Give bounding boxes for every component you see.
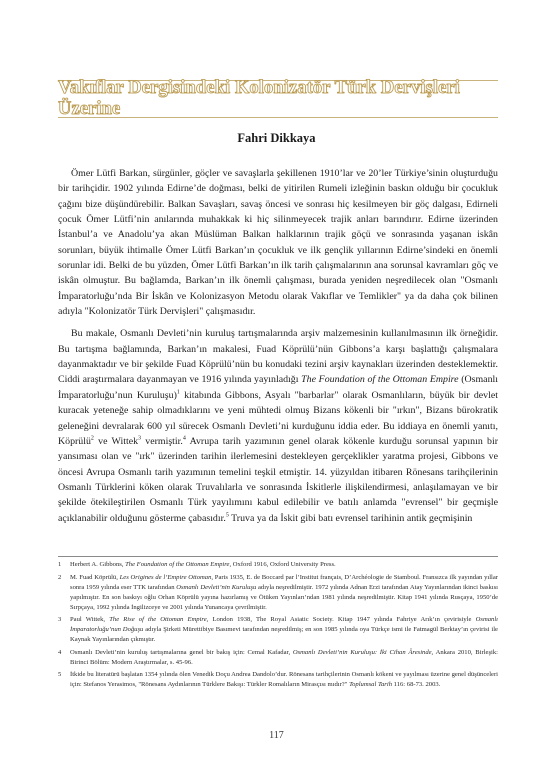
text-segment: vermiştir. [141,435,183,447]
text-segment: İtkide bu literatürü başlatan 1354 yılında ölen Venedik Doçu Andrea Dandolo’dur. Rönesans tarihçilerinin Osmanlı kökeni ve yayılması üzerine genel düşünceleri için: Stefanos Yerasimos, "Rönesans Aydınlarının Türklere Bakışı: Türkler Romalıların Mirasçısı mıdır?" [70,671,498,689]
title-band [58,80,498,118]
footnote [58,573,498,613]
text-segment: M. Fuad Köprülü, [70,573,120,581]
text-segment: Osmanlı Devleti’nin kuruluş tartışmalarına genel bir bakış için: Cemal Kafadar, [70,648,293,656]
text-segment: , Paris 1935, E. de Boccard par l’Institut français, D’Archéologie de Stamboul. Fransızca ilk yayından yıllar sonra 1959 yılında eser TTK tarafından [70,573,498,591]
paragraph [58,166,498,319]
article-body [58,166,498,532]
italic-text: The Rise of the Ottoman Empire [109,616,207,624]
footnote [58,648,498,668]
text-segment: adıyla Şirketi Mürettibiye Basımevi tarafından neşredilmiş; en son 1985 yılında oya Türkçe ismi ile Fatmagül Berktay’ın çevirisi ile Kaynak Yayınlarından çıkmıştır. [70,626,498,644]
text-segment: , Oxford 1916, Oxford University Press. [229,561,336,568]
text-segment: 116: 68-73. 2003. [392,681,441,689]
footnote-reference: 3 [138,435,142,442]
text-segment: Bu makale, Osmanlı Devleti’nin kuruluş tartışmalarında arşiv malzemesinin kullanılmasının ilk örneğidir. Bu tartışma bağlamında, Barkan’ın makalesi, Fuad Köprülü’nün Gibbons’a karşı başlattığı çalışmalara dayanmaktadır ve bir şekilde Fuad Köprülü’nün bu konudaki tezini arşiv kaynakları üzerinden desteklemektir. Ciddi araştırmalara dayanmayan ve 1916 yılında yayınladığı [58,328,498,386]
footnote-reference: 1 [176,389,180,396]
footnote-divider [58,556,498,557]
article-title: Vakıflar Dergisindeki Kolonizatör Türk Dervişleri Üzerine [58,78,460,119]
text-segment: , London 1938, The Royal Asiatic Society. Kitap 1947 yılında Fahriye Arık’ın çevirisiyle [206,616,476,624]
author-name: Fahri Dikkaya [237,131,316,145]
footnote-reference: 5 [225,512,229,519]
italic-text: Les Origines de l’Empire Ottoman [119,573,212,581]
text-segment: Paul Wittek, [70,616,110,624]
text-segment: Truva ya da İskit gibi batı evrensel tarihinin antik geçmişinin [228,512,473,524]
footnote-reference: 2 [90,435,94,442]
text-segment: ve Wittek [93,435,139,447]
footnote-number: 1 [58,561,62,568]
page-number: 117 [269,730,284,741]
footnote-number: 2 [58,573,62,581]
text-segment: Herbert A. Gibbons, [70,561,126,568]
paragraph [58,326,498,525]
footnote [58,560,498,570]
footnote-number: 3 [58,616,62,624]
text-segment: adıyla neşredilmiştir. 1972 yılında Adnan Erzi tarafından Atay Yayınlarından ikinci baskısı yapılmıştır. En son baskıyı oğlu Orhan Köprülü yayına hazırlamış ve Ötüken Yayınları’ndan 1981 yılında neşredilmiştir. Kitap 1941 yılında Rusçaya, 1950’de Sırpçaya, 1992 yılında İngilizceye ve 2001 yılında Yunancaya çevrilmiştir. [70,583,499,611]
text-segment: (Osmanlı İmparatorluğu’nun Kuruluşu) [58,374,498,401]
footnote [58,670,498,690]
footnote-number: 5 [58,671,62,679]
text-segment: , Ankara 2010, Birleşik: Birinci Bölüm: Modern Araştırmalar, s. 45-96. [70,648,498,666]
footnotes [58,560,498,693]
italic-text: Osmanlı İmparatorluğu’nun Doğuşu [70,616,498,634]
footnote-number: 4 [58,648,62,656]
footnote-reference: 4 [182,435,186,442]
footnote [58,615,498,645]
italic-text: Toplumsal Tarih [349,681,393,689]
text-segment: Ömer Lütfi Barkan, sürgünler, göçler ve savaşlarla şekillenen 1910’lar ve 20’ler Türkiye’sinin oluşturduğu bir tarihçidir. 1902 yılında Edirne’de doğması, belki de yitirilen Rumeli izleğinin baskın olduğu bir çocukluk çağını bize düşündürebilir. Balkan Savaşları, savaş öncesi ve sonrası hiç kesilmeyen bir göç dalgası, Edirneli çocuk Ömer Lütfi’nin anılarında muhakkak ki hiç silinmeyecek trajik anları barındırır. Edirne üzerinden İstanbul’a ve Anadolu’ya akan Müslüman Balkan halklarının trajik göçü ve sonrasında yaşanan iskân sorunları, büyük ihtimalle Ömer Lütfi Barkan’ın çocukluk ve ilk gençlik yıllarının Edirne’sindeki en önemli sorunlar idi. Belki de bu yüzden, Ömer Lütfi Barkan’ın ilk tarih çalışmalarının ana sorunsal kavramları göç ve iskân olmuştur. Bu bağlamda, Barkan’ın ilk önemli çalışması, burada yeniden neşredilecek olan "Osmanlı İmparatorluğu’nda Bir İskân ve Kolonizasyon Metodu olarak Vakıflar ve Temlikler" ya da daha çok bilinen adıyla "Kolonizatör Türk Dervişleri" çalışmasıdır. [58,168,498,318]
italic-text: Osmanlı Devleti’nin Kuruluşu: İki Cihan Âresinde [292,648,432,656]
text-segment: Avrupa tarih yazımının genel olarak kökenle kurduğu sorunsal yapının bir yansıması olan ve "ırk" üzerinden tarihin ilerlemesini destekleyen gerçeklikler yaratma projesi, Gibbons ve öncesi Avrupa Osmanlı tarih yazımının temelini teşkil etmiştir. 14. yüzyıldan itibaren Rönesans tarihçilerinin Osmanlı Türklerini köken olarak Truvalılarla ve sonrasında İskitlerle ilişkilendirmesi, anlaşılamayan ve bir şekilde ötekileştirilen Osmanlı Türk yayılımını kabul edilebilir ve batılı anlamda "evrensel" bir geçmişle açıklanabilir olduğunu gösterme çabasıdır. [58,435,499,524]
italic-text: The Foundation of the Ottoman Empire [125,561,230,568]
text-segment: kitabında Gibbons, Asyalı "barbarlar" olarak Osmanlıların, büyük bir devlet kuracak yeteneğe sahip olmadıklarını ve yeni mühtedi olmuş Bizans kökenli bir "ırkın", Bizans bürokratik geleneğini devralarak 600 yıl sürecek Osmanlı Devleti’ni kurduğunu iddia eder. Bu iddiaya en önemli yanıtı, Köprülü [58,389,498,447]
italic-text: Osmanlı Devleti’nin Kuruluşu [176,583,257,591]
italic-text: The Foundation of the Ottoman Empire [301,374,459,386]
